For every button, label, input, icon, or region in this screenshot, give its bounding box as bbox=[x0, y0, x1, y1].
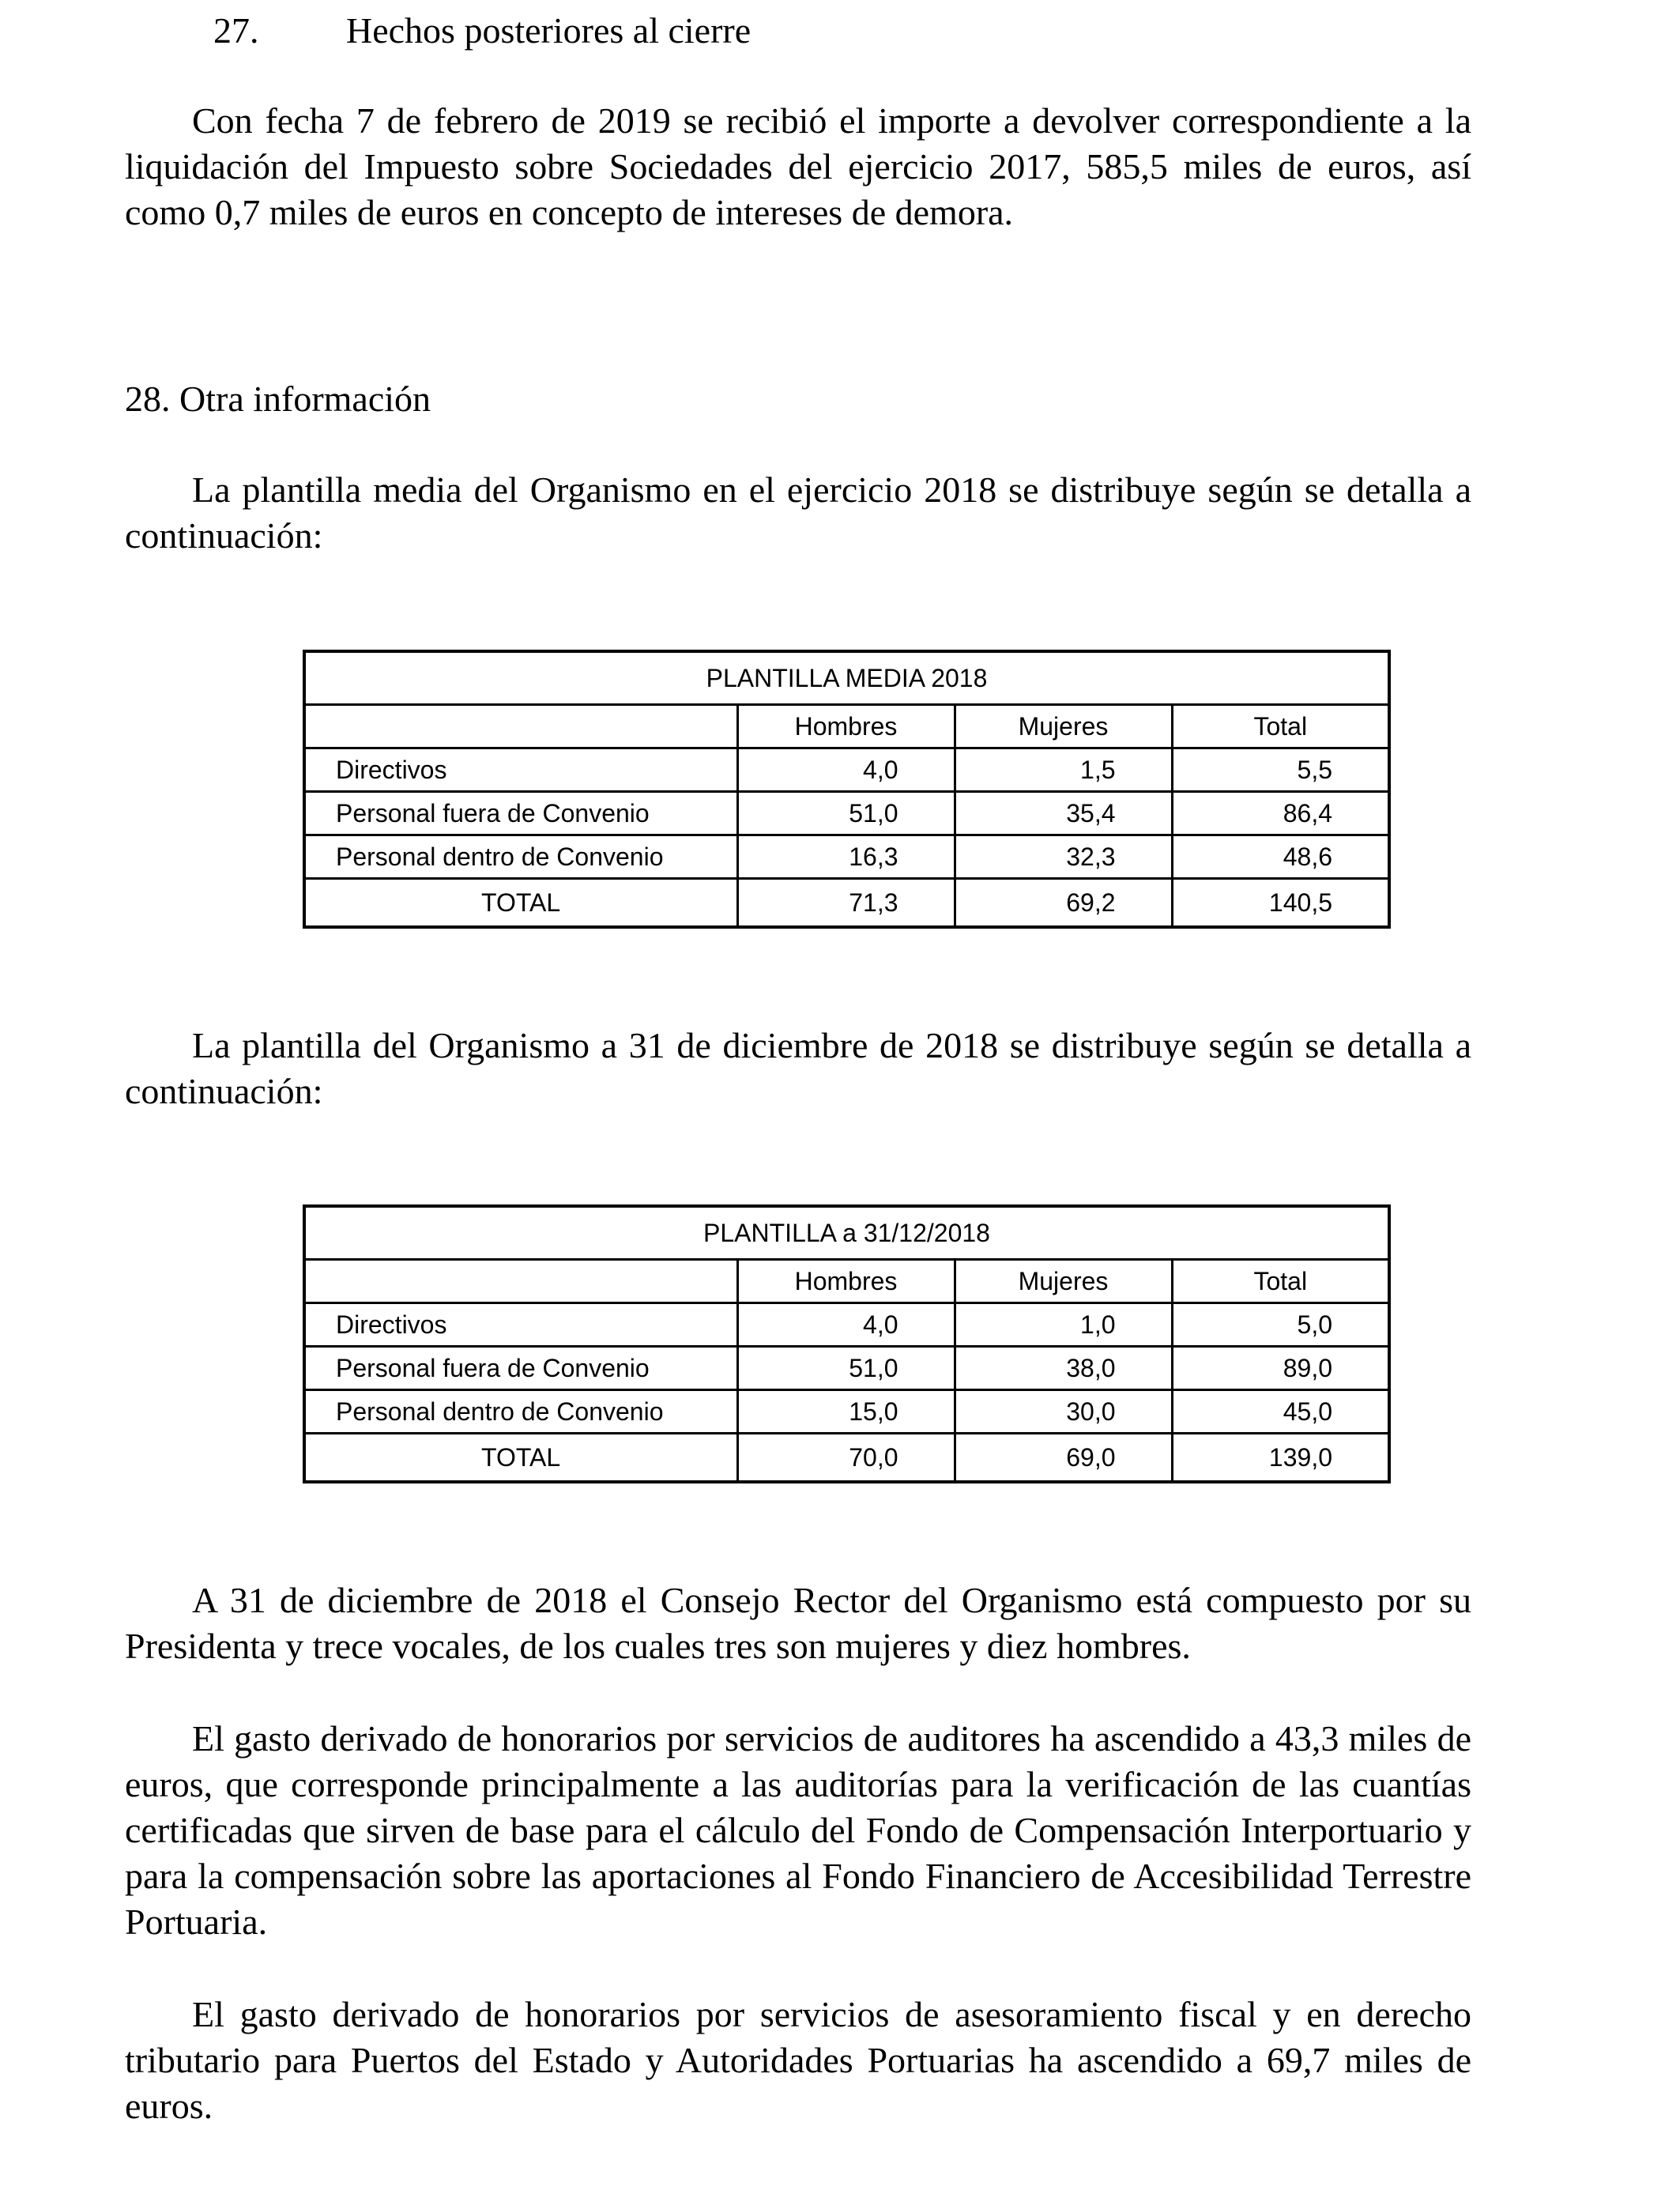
row-label: Personal dentro de Convenio bbox=[304, 1390, 737, 1434]
cell-value: 5,0 bbox=[1172, 1303, 1389, 1347]
section-27-number: 27. bbox=[213, 10, 259, 51]
cell-value: 30,0 bbox=[955, 1390, 1172, 1434]
column-header: Mujeres bbox=[955, 1260, 1172, 1303]
total-value: 139,0 bbox=[1172, 1434, 1389, 1483]
header-empty-cell bbox=[304, 705, 737, 748]
cell-value: 86,4 bbox=[1172, 792, 1389, 835]
cell-value: 51,0 bbox=[737, 1347, 955, 1390]
row-label: Personal fuera de Convenio bbox=[304, 1347, 737, 1390]
cell-value: 4,0 bbox=[737, 1303, 955, 1347]
table-title: PLANTILLA a 31/12/2018 bbox=[304, 1206, 1389, 1260]
total-value: 71,3 bbox=[737, 879, 955, 928]
total-label: TOTAL bbox=[304, 879, 737, 928]
total-value: 69,0 bbox=[955, 1434, 1172, 1483]
cell-value: 38,0 bbox=[955, 1347, 1172, 1390]
table-plantilla-diciembre bbox=[303, 1204, 1391, 1483]
intro-plantilla-diciembre: La plantilla del Organismo a 31 de diciembre de 2018 se distribuye según se detalla a continuación: bbox=[125, 1025, 1471, 1111]
column-header: Total bbox=[1172, 1260, 1389, 1303]
column-header: Mujeres bbox=[955, 705, 1172, 748]
total-value: 140,5 bbox=[1172, 879, 1389, 928]
table-title: PLANTILLA MEDIA 2018 bbox=[304, 651, 1389, 705]
row-label: Personal fuera de Convenio bbox=[304, 792, 737, 835]
column-header: Hombres bbox=[737, 705, 955, 748]
cell-value: 32,3 bbox=[955, 835, 1172, 879]
section-27-title: Hechos posteriores al cierre bbox=[346, 10, 751, 51]
cell-value: 5,5 bbox=[1172, 748, 1389, 792]
table-row bbox=[304, 835, 1389, 879]
paragraph-consejo-rector: A 31 de diciembre de 2018 el Consejo Rector del Organismo está compuesto por su Presidenta y trece vocales, de los cuales tres son mujeres y diez hombres. bbox=[125, 1580, 1471, 1666]
total-label: TOTAL bbox=[304, 1434, 737, 1483]
table-row bbox=[304, 1347, 1389, 1390]
table-row bbox=[304, 748, 1389, 792]
section-28-heading: 28. Otra información bbox=[125, 379, 431, 419]
cell-value: 16,3 bbox=[737, 835, 955, 879]
cell-value: 45,0 bbox=[1172, 1390, 1389, 1434]
column-header: Hombres bbox=[737, 1260, 955, 1303]
cell-value: 35,4 bbox=[955, 792, 1172, 835]
paragraph-honorarios-auditores: El gasto derivado de honorarios por servicios de auditores ha ascendido a 43,3 miles de euros, que corresponde principalmente a las auditorías para la verificación de las cuantías certificadas que sirven de base para el cálculo del Fondo de Compensación Interportuario y para la compensación sobre las aportaciones al Fondo Financiero de Accesibilidad Terrestre Portuaria. bbox=[125, 1718, 1471, 1942]
section-27-paragraph: Con fecha 7 de febrero de 2019 se recibió el importe a devolver correspondiente a la liquidación del Impuesto sobre Sociedades del ejercicio 2017, 585,5 miles de euros, así como 0,7 miles de euros en concepto de intereses de demora. bbox=[125, 100, 1471, 232]
cell-value: 48,6 bbox=[1172, 835, 1389, 879]
total-value: 70,0 bbox=[737, 1434, 955, 1483]
cell-value: 1,0 bbox=[955, 1303, 1172, 1347]
table-row bbox=[304, 1390, 1389, 1434]
intro-plantilla-media: La plantilla media del Organismo en el ejercicio 2018 se distribuye según se detalla a continuación: bbox=[125, 469, 1471, 556]
row-label: Personal dentro de Convenio bbox=[304, 835, 737, 879]
table-plantilla-media bbox=[303, 650, 1391, 929]
table-total-row bbox=[304, 879, 1389, 928]
paragraph-honorarios-fiscal: El gasto derivado de honorarios por servicios de asesoramiento fiscal y en derecho tributario para Puertos del Estado y Autoridades Portuarias ha ascendido a 69,7 miles de euros. bbox=[125, 1994, 1471, 2126]
row-label: Directivos bbox=[304, 748, 737, 792]
header-empty-cell bbox=[304, 1260, 737, 1303]
column-header: Total bbox=[1172, 705, 1389, 748]
cell-value: 89,0 bbox=[1172, 1347, 1389, 1390]
cell-value: 1,5 bbox=[955, 748, 1172, 792]
table-total-row bbox=[304, 1434, 1389, 1483]
row-label: Directivos bbox=[304, 1303, 737, 1347]
table-row bbox=[304, 792, 1389, 835]
cell-value: 4,0 bbox=[737, 748, 955, 792]
total-value: 69,2 bbox=[955, 879, 1172, 928]
cell-value: 15,0 bbox=[737, 1390, 955, 1434]
table-row bbox=[304, 1303, 1389, 1347]
cell-value: 51,0 bbox=[737, 792, 955, 835]
